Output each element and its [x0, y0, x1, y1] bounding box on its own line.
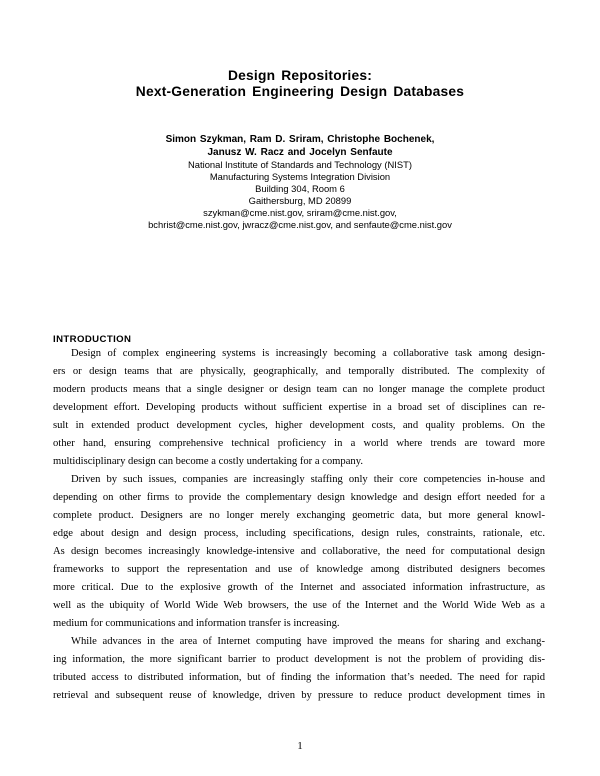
body-line: multidisciplinary design can become a costly undertaking for a company.	[53, 456, 363, 467]
body-line: While advances in the area of Internet computing have improved the means for sharing and exchang-	[71, 636, 545, 647]
affiliation-division: Manufacturing Systems Integration Division	[209, 171, 391, 182]
body-line: frameworks to support the representation and use of knowledge among distributed designers becomes	[53, 564, 545, 575]
body-line: complete product. Designers are no longer merely exchanging geometric data, but more general knowl-	[53, 510, 545, 521]
body-line: modern products means that a single designer or design team can no longer manage the complete product	[53, 384, 545, 395]
body-line: ers or design teams that are physically, geographically, and temporally distributed. The complexity of	[53, 366, 545, 377]
affiliation-emails-1: szykman@cme.nist.gov, sriram@cme.nist.gov,	[203, 207, 397, 218]
body-line: edge about design and design process, including specifications, design rules, constraints, rationale, etc.	[53, 528, 545, 539]
body-line: medium for communications and information transfer is increasing.	[53, 618, 340, 629]
body-line: Driven by such issues, companies are increasingly staffing only their core competencies in-house and	[71, 474, 545, 485]
body-line: development effort. Developing products without sufficient expertise in a broad set of disciplines can re-	[53, 402, 545, 413]
paper-title-line-1: Design Repositories:	[228, 68, 372, 83]
affiliation-institute: National Institute of Standards and Technology (NIST)	[188, 159, 412, 170]
paper-title-line-2: Next-Generation Engineering Design Databases	[135, 84, 465, 99]
body-line: ing information, the more significant barrier to product development is not the problem of providing dis-	[53, 654, 545, 665]
authors-line-1: Simon Szykman, Ram D. Sriram, Christophe Bochenek,	[165, 134, 435, 145]
body-line: depending on other firms to provide the complementary design knowledge and design effort needed for a	[53, 492, 545, 503]
body-line: As design becomes increasingly knowledge-intensive and collaborative, the need for computational design	[53, 546, 545, 557]
body-line: sult in extended product development cycles, higher development costs, and quality problems. On the	[53, 420, 545, 431]
affiliation-emails-2: bchrist@cme.nist.gov, jwracz@cme.nist.gov, and senfaute@cme.nist.gov	[148, 219, 452, 230]
body-line: tributed access to distributed information, but of finding the information that’s needed. The need for rapid	[53, 672, 545, 683]
section-heading: INTRODUCTION	[53, 334, 132, 345]
page-number: 1	[297, 740, 303, 752]
affiliation-city: Gaithersburg, MD 20899	[248, 195, 352, 206]
body-line: Design of complex engineering systems is increasingly becoming a collaborative task among design-	[71, 348, 545, 359]
body-line: well as the ubiquity of World Wide Web browsers, the use of the Internet and the World Wide Web as a	[53, 600, 545, 611]
body-line: retrieval and subsequent reuse of knowledge, driven by pressure to reduce product development times in	[53, 690, 545, 701]
body-line: more critical. Due to the explosive growth of the Internet and associated information infrastructure, as	[53, 582, 545, 593]
affiliation-building: Building 304, Room 6	[255, 183, 345, 194]
body-line: other hand, ensuring comprehensive technical proficiency in a world where trends are toward more	[53, 438, 545, 449]
authors-line-2: Janusz W. Racz and Jocelyn Senfaute	[207, 147, 393, 158]
